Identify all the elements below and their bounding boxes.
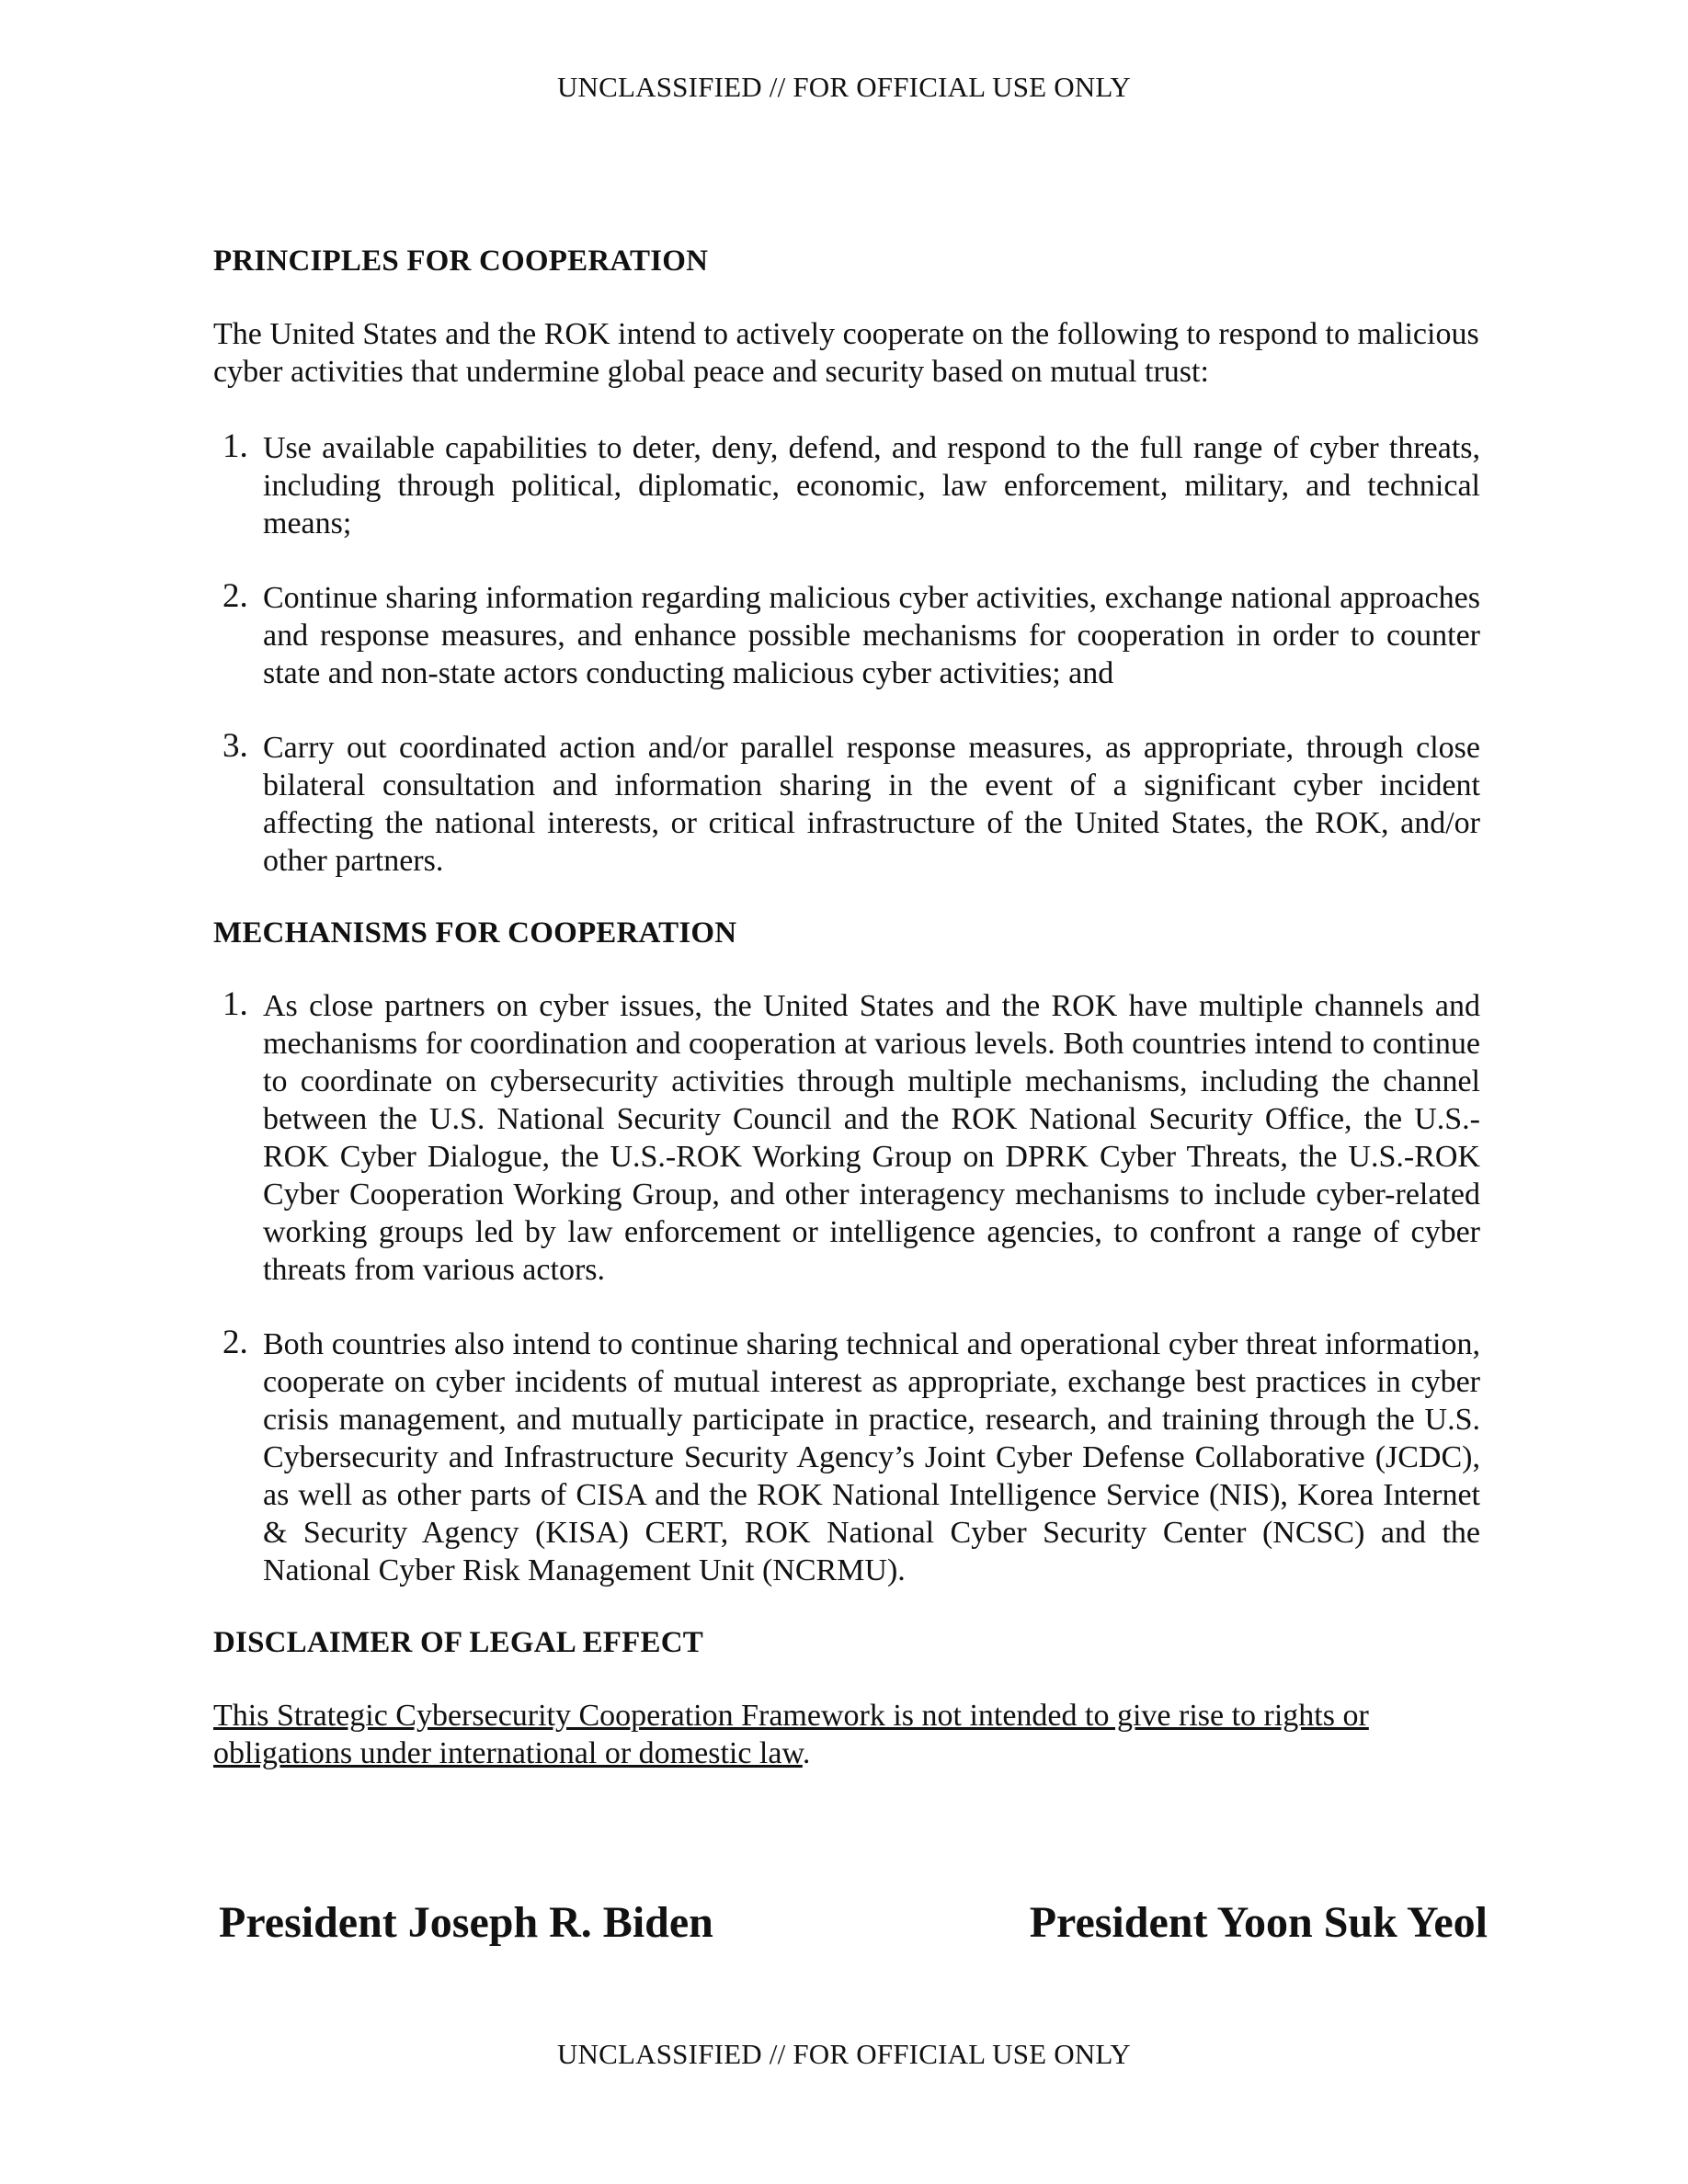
disclaimer-end-punctuation: .	[802, 1736, 811, 1770]
list-item-text: Both countries also intend to continue sharing technical and operational cyber threat information, cooperate on cyber incidents of mutual interest as appropriate, exchange best practices in cyber crisis management, and mutually participate in practice, research, and training through the U.S. Cybersecurity and Infrastructure Security Agency’s Joint Cyber Defense Collaborative (JCDC), as well as other parts of CISA and the ROK National Intelligence Service (NIS), Korea Internet & Security Agency (KISA) CERT, ROK National Cyber Security Center (NCSC) and the National Cyber Risk Management Unit (NCRMU).	[263, 1327, 1480, 1587]
list-item	[213, 729, 1480, 880]
list-number: 3.	[222, 727, 248, 765]
list-item-text: Use available capabilities to deter, deny, defend, and respond to the full range of cyber threats, including through political, diplomatic, economic, law enforcement, military, and technical means;	[263, 431, 1480, 540]
list-number: 2.	[222, 577, 248, 615]
list-item	[213, 429, 1480, 542]
list-item-text: As close partners on cyber issues, the United States and the ROK have multiple channels and mechanisms for coordination and cooperation at various levels. Both countries intend to continue to coordinate on cybersecurity activities through multiple mechanisms, including the channel between the U.S. National Security Council and the ROK National Security Office, the U.S.-ROK Cyber Dialogue, the U.S.-ROK Working Group on DPRK Cyber Threats, the U.S.-ROK Cyber Cooperation Working Group, and other interagency mechanisms to include cyber-related working groups led by law enforcement or intelligence agencies, to confront a range of cyber threats from various actors.	[263, 989, 1480, 1287]
disclaimer-heading: DISCLAIMER OF LEGAL EFFECT	[213, 1626, 703, 1659]
list-item	[213, 1325, 1480, 1589]
list-item-text: Continue sharing information regarding malicious cyber activities, exchange national approaches and response measures, and enhance possible mechanisms for cooperation in order to counter state and non-state actors conducting malicious cyber activities; and	[263, 581, 1480, 690]
disclaimer-paragraph	[213, 1697, 1480, 1772]
classification-marking-header: UNCLASSIFIED // FOR OFFICIAL USE ONLY	[556, 71, 1132, 103]
principles-heading: PRINCIPLES FOR COOPERATION	[213, 245, 709, 278]
list-number: 2.	[222, 1324, 248, 1361]
principles-list	[213, 429, 1480, 880]
list-number: 1.	[222, 985, 248, 1023]
disclaimer-text: This Strategic Cybersecurity Cooperation Framework is not intended to give rise to rights or obligations under international or domestic law	[213, 1699, 1369, 1770]
classification-marking-footer: UNCLASSIFIED // FOR OFFICIAL USE ONLY	[556, 2038, 1132, 2070]
disclaimer-section	[213, 1622, 1480, 1772]
document-body	[213, 241, 1480, 1772]
list-item	[213, 579, 1480, 692]
principles-section	[213, 241, 1480, 880]
signatory-right: President Yoon Suk Yeol	[1029, 1898, 1488, 1947]
list-number: 1.	[222, 427, 248, 465]
mechanisms-list	[213, 987, 1480, 1589]
mechanisms-section	[213, 913, 1480, 1589]
signatory-left: President Joseph R. Biden	[219, 1898, 713, 1947]
list-item	[213, 987, 1480, 1289]
list-item-text: Carry out coordinated action and/or parallel response measures, as appropriate, through close bilateral consultation and information sharing in the event of a significant cyber incident affecting the national interests, or critical infrastructure of the United States, the ROK, and/or other partners.	[263, 731, 1480, 878]
mechanisms-heading: MECHANISMS FOR COOPERATION	[213, 916, 737, 950]
principles-intro: The United States and the ROK intend to actively cooperate on the following to respond to malicious cyber activities that undermine global peace and security based on mutual trust:	[213, 317, 1479, 389]
